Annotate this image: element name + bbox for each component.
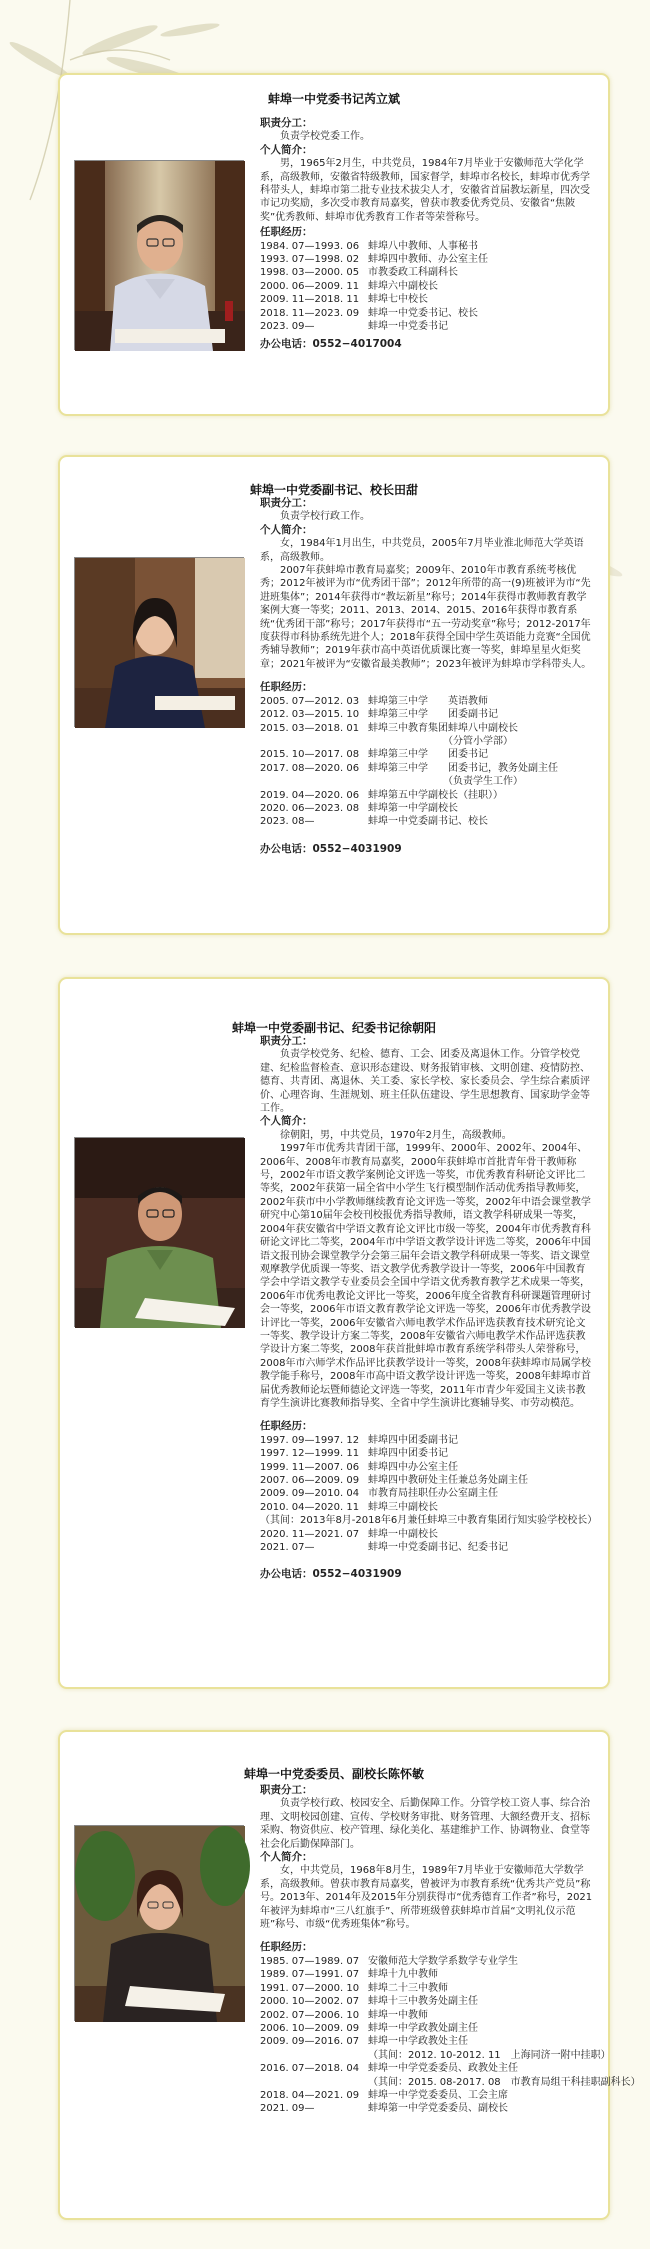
- career-row: 2000. 10—2002. 07 蚌埠十三中教务处副主任: [260, 1996, 478, 2008]
- duty-label: 职责分工：: [260, 1035, 313, 1047]
- leader-card-2: [58, 455, 610, 935]
- career-label: 任职经历：: [260, 226, 313, 239]
- career-row: 2010. 04—2020. 11 蚌埠三中副校长: [260, 1501, 438, 1513]
- career-row: 1985. 07—1989. 07 安徽师范大学数学系数学专业学生: [260, 1955, 518, 1967]
- info-block: [260, 497, 594, 856]
- portrait-photo: [74, 557, 244, 727]
- career-row: 1991. 07—2000. 10 蚌埠二十三中教师: [260, 1982, 448, 1994]
- duty-label: 职责分工：: [260, 117, 313, 129]
- bio-label: 个人简介：: [260, 523, 313, 536]
- bio-label: 个人简介：: [260, 1115, 313, 1128]
- leader-card-4: [58, 1730, 641, 2220]
- bio-label: 个人简介：: [260, 1851, 313, 1864]
- career-row: 1998. 03—2000. 05 市教委政工科副科长: [260, 267, 458, 279]
- career-row: 2020. 11—2021. 07 蚌埠一中副校长: [260, 1528, 438, 1540]
- career-row: 2012. 03—2015. 10 蚌埠第三中学 团委副书记: [260, 709, 498, 721]
- career-row: 2021. 07— 蚌埠一中党委副书记、纪委书记: [260, 1542, 508, 1554]
- career-row: 2023. 08— 蚌埠一中党委副书记、校长: [260, 816, 488, 828]
- career-row: 2016. 07—2018. 04 蚌埠一中学党委委员、政教处主任: [260, 2063, 518, 2075]
- duty-text: 负责学校党委工作。: [280, 131, 370, 143]
- career-row: 2018. 04—2021. 09 蚌埠一中学党委委员、工会主席: [260, 2089, 508, 2101]
- career-label: 任职经历：: [260, 1420, 313, 1433]
- leader-card-3: [58, 977, 610, 1689]
- bio-text: 女，1984年1月出生，中共党员，2005年7月毕业淮北师范大学英语系，高级教师。: [260, 538, 584, 563]
- bio-awards-text: 1997年市优秀共青团干部，1999年、2000年、2002年、2004年、2006年、2008年市教育局嘉奖，2000年获蚌埠市首批青年骨干教师称号，2002年市语文教学案例论文评选一等奖，市优秀教育科研论文评比二等奖，2002年获第一届全省中小学生飞行模型制作活动优秀指导教师奖，2002年获市中小学教师继续教育论文评选一等奖，2002年中语会课堂教学研究中心第10届年会校刊校报优秀指导教师，语文教学科研成果一等奖，2004年获安徽省中学语文教育论文评比市级一等奖，2004年市优秀教育科研论文评比二等奖，2004年市中学语文教学设计评选二等奖，2006年中国语文报刊协会课堂教学分会第三届年会语文教学科研成果一等奖、语文课堂观摩教学优质课一等奖、语文教学优秀教学设计一等奖，2006年中国教育学会中学语文教学专业委员会全国中学语文优秀教育教学艺术成果一等奖，2006年市优秀电教论文评比一等奖，2006年度全省教育科研课题管理研讨会一等奖，2006年市语文教育教学论文评选一等奖，2006年市优秀教学设计评比一等奖，2006年安徽省六师电教学术作品评选获教育技术研究论文一等奖、教学设计方案二等奖，2008年安徽省六师电教学术作品评选获教学设计方案二等奖，2008年获首批蚌埠市教育系统学科带头人荣誉称号，2008年市六师学术作品评比获教学设计一等奖，2008年获蚌埠市局属学校教学能手称号，2008年市高中语文教学设计评选一等奖，2008年蚌埠市首届优秀教师论坛暨师德论文评选一等奖，2011年市青少年爱国主义读书教育学生演讲比赛教师指导奖、全省中学生演讲比赛辅导奖、市劳动模范。: [260, 1143, 591, 1409]
- bio-text: 女，中共党员，1968年8月生，1989年7月毕业于安徽师范大学数学系，高级教师。曾获市教育局嘉奖，曾被评为市教育系统“优秀共产党员”称号。2013年、2014年及2015年分别获得市“优秀德育工作者”称号，2021年被评为蚌埠市“三八红旗手”、所带班级曾获蚌埠市首届“文明礼仪示范班”称号、市级“优秀班集体”称号。: [260, 1865, 593, 1931]
- bio-text: 徐朝阳，男，中共党员，1970年2月生，高级教师。: [280, 1129, 512, 1141]
- office-phone: [260, 338, 594, 351]
- info-block: [260, 1035, 598, 1582]
- career-row: 2015. 03—2018. 01 蚌埠三中教育集团蚌埠八中副校长: [260, 722, 518, 734]
- career-row: （分管小学部）: [368, 735, 513, 747]
- office-phone: [260, 1568, 594, 1581]
- career-row: 2021. 09— 蚌埠第一中学党委委员、副校长: [260, 2103, 508, 2115]
- career-label: 任职经历：: [260, 681, 313, 694]
- portrait-photo: [74, 1825, 244, 2021]
- career-row: 2007. 06—2009. 09 蚌埠四中教研处主任兼总务处副主任: [260, 1475, 528, 1486]
- career-row: 2023. 09— 蚌埠一中党委书记: [260, 321, 448, 333]
- career-list: [260, 1434, 598, 1555]
- phone-label: 办公电话：: [260, 842, 313, 855]
- career-row: 2009. 09—2016. 07 蚌埠一中学政教处主任: [260, 2036, 468, 2048]
- career-row: 2002. 07—2006. 10 蚌埠一中教师: [260, 2009, 428, 2021]
- career-row: 2000. 06—2009. 11 蚌埠六中副校长: [260, 280, 438, 292]
- career-row: 1993. 07—1998. 02 蚌埠四中教师、办公室主任: [260, 254, 488, 266]
- duty-label: 职责分工：: [260, 497, 313, 509]
- career-row: 2005. 07—2012. 03 蚌埠第三中学 英语教师: [260, 695, 488, 707]
- phone-number: 0552−4031909: [312, 842, 402, 855]
- duty-text: 负责学校行政工作。: [280, 511, 370, 523]
- duty-text: 负责学校行政、校园安全、后勤保障工作。分管学校工资人事、综合治理、文明校园创建、宣传、学校财务审批、财务管理、大额经费开支、招标采购、物资供应、校产管理、绿化美化、基建维护工作、协调物业、食堂等社会化后勤保障部门。: [260, 1798, 590, 1850]
- career-row: （其间：2012. 10-2012. 11 上海同济一附中挂职）: [368, 2049, 611, 2061]
- career-list: [260, 1955, 641, 2116]
- career-row: 2018. 11—2023. 09 蚌埠一中党委书记、校长: [260, 307, 478, 319]
- info-block: [260, 117, 594, 351]
- career-label: 任职经历：: [260, 1941, 313, 1954]
- career-row: 1997. 12—1999. 11 蚌埠四中团委书记: [260, 1448, 448, 1460]
- career-row: 1999. 11—2007. 06 蚌埠四中办公室主任: [260, 1461, 458, 1473]
- card-title: 蚌埠一中党委委员、副校长陈怀敏: [243, 1767, 424, 1781]
- career-row: 2006. 10—2009. 09 蚌埠一中学政教处副主任: [260, 2022, 478, 2034]
- career-list: [260, 240, 594, 334]
- phone-label: 办公电话：: [260, 1568, 313, 1581]
- card-title: 蚌埠一中党委副书记、纪委书记徐朝阳: [231, 1021, 436, 1035]
- phone-number: 0552−4031909: [312, 1568, 402, 1581]
- card-title: 蚌埠一中党委副书记、校长田甜: [249, 483, 418, 497]
- leader-card-1: [58, 73, 610, 416]
- card-title: 蚌埠一中党委书记芮立斌: [267, 92, 400, 106]
- career-row: 2009. 11—2018. 11 蚌埠七中校长: [260, 294, 428, 306]
- portrait-photo: [74, 1137, 244, 1327]
- career-row: （负责学生工作）: [368, 776, 523, 788]
- career-list: [260, 695, 594, 829]
- info-block: [260, 1784, 641, 2116]
- bio-text: 男，1965年2月生，中共党员，1984年7月毕业于安徽师范大学化学系，高级教师，安徽省特级教师，国家督学，蚌埠市名校长，蚌埠市优秀学科带头人，蚌埠市第二批专业技术拔尖人才，安徽省首届教坛新星，四次受市记功奖励，多次受市教育局嘉奖，曾获市教委优秀党员、安徽省“焦陂奖”优秀教师、蚌埠市优秀教育工作者等荣誉称号。: [260, 158, 590, 223]
- phone-number: 0552−4017004: [312, 337, 402, 350]
- career-row: 1989. 07—1991. 07 蚌埠十九中教师: [260, 1969, 438, 1981]
- duty-label: 职责分工：: [260, 1784, 313, 1796]
- career-row: 2020. 06—2023. 08 蚌埠第一中学副校长: [260, 802, 458, 814]
- career-row: 1997. 09—1997. 12 蚌埠四中团委副书记: [260, 1434, 458, 1446]
- duty-text: 负责学校党务、纪检、德育、工会、团委及离退休工作。分管学校党建、纪检监督检查、意识形态建设、财务报销审核、文明创建、疫情防控、德育、共青团、离退休、关工委、家长学校、家长委员会、学生综合素质评价、心理咨询、生涯规划、班主任队伍建设、学生思想教育、国家助学金等工作。: [260, 1049, 590, 1115]
- career-row: 2017. 08—2020. 06 蚌埠第三中学 团委书记，教务处副主任: [260, 762, 558, 774]
- bio-awards-text: 2007年获蚌埠市教育局嘉奖；2009年、2010年市教育系统考核优秀；2012年被评为市“优秀团干部”；2012年所带的高一(9)班被评为市“先进班集体”；2014年获得市“教坛新星”称号；2014年获得市教师教育教学案例大赛一等奖；2011、2013、2014、2015、2016年获得市教育系统“优秀团干部”称号；2017年获得市“五一劳动奖章”称号；2012-2017年度获得市科协系统先进个人；2018年获得全国中学生英语能力竞赛“全国优秀辅导教师”；2019年获市高中英语优质课比赛一等奖，蚌埠星星火炬奖章；2021年被评为“安徽省最美教师”；2023年被评为蚌埠市学科带头人。: [260, 565, 592, 670]
- career-row: 2015. 10—2017. 08 蚌埠第三中学 团委书记: [260, 749, 488, 761]
- career-row: （其间：2013年8月-2018年6月兼任蚌埠三中教育集团行知实验学校校长）: [260, 1515, 598, 1527]
- career-row: 2009. 09—2010. 04 市教育局挂职任办公室副主任: [260, 1488, 498, 1500]
- portrait-photo: [74, 160, 244, 350]
- career-row: （其间：2015. 08-2017. 08 市教育局组干科挂职副科长）: [368, 2076, 641, 2088]
- office-phone: [260, 843, 594, 856]
- career-row: 1984. 07—1993. 06 蚌埠八中教师、人事秘书: [260, 240, 478, 252]
- bio-label: 个人简介：: [260, 143, 313, 156]
- career-row: 2019. 04—2020. 06 蚌埠第五中学副校长（挂职））: [260, 789, 503, 801]
- phone-label: 办公电话：: [260, 337, 313, 350]
